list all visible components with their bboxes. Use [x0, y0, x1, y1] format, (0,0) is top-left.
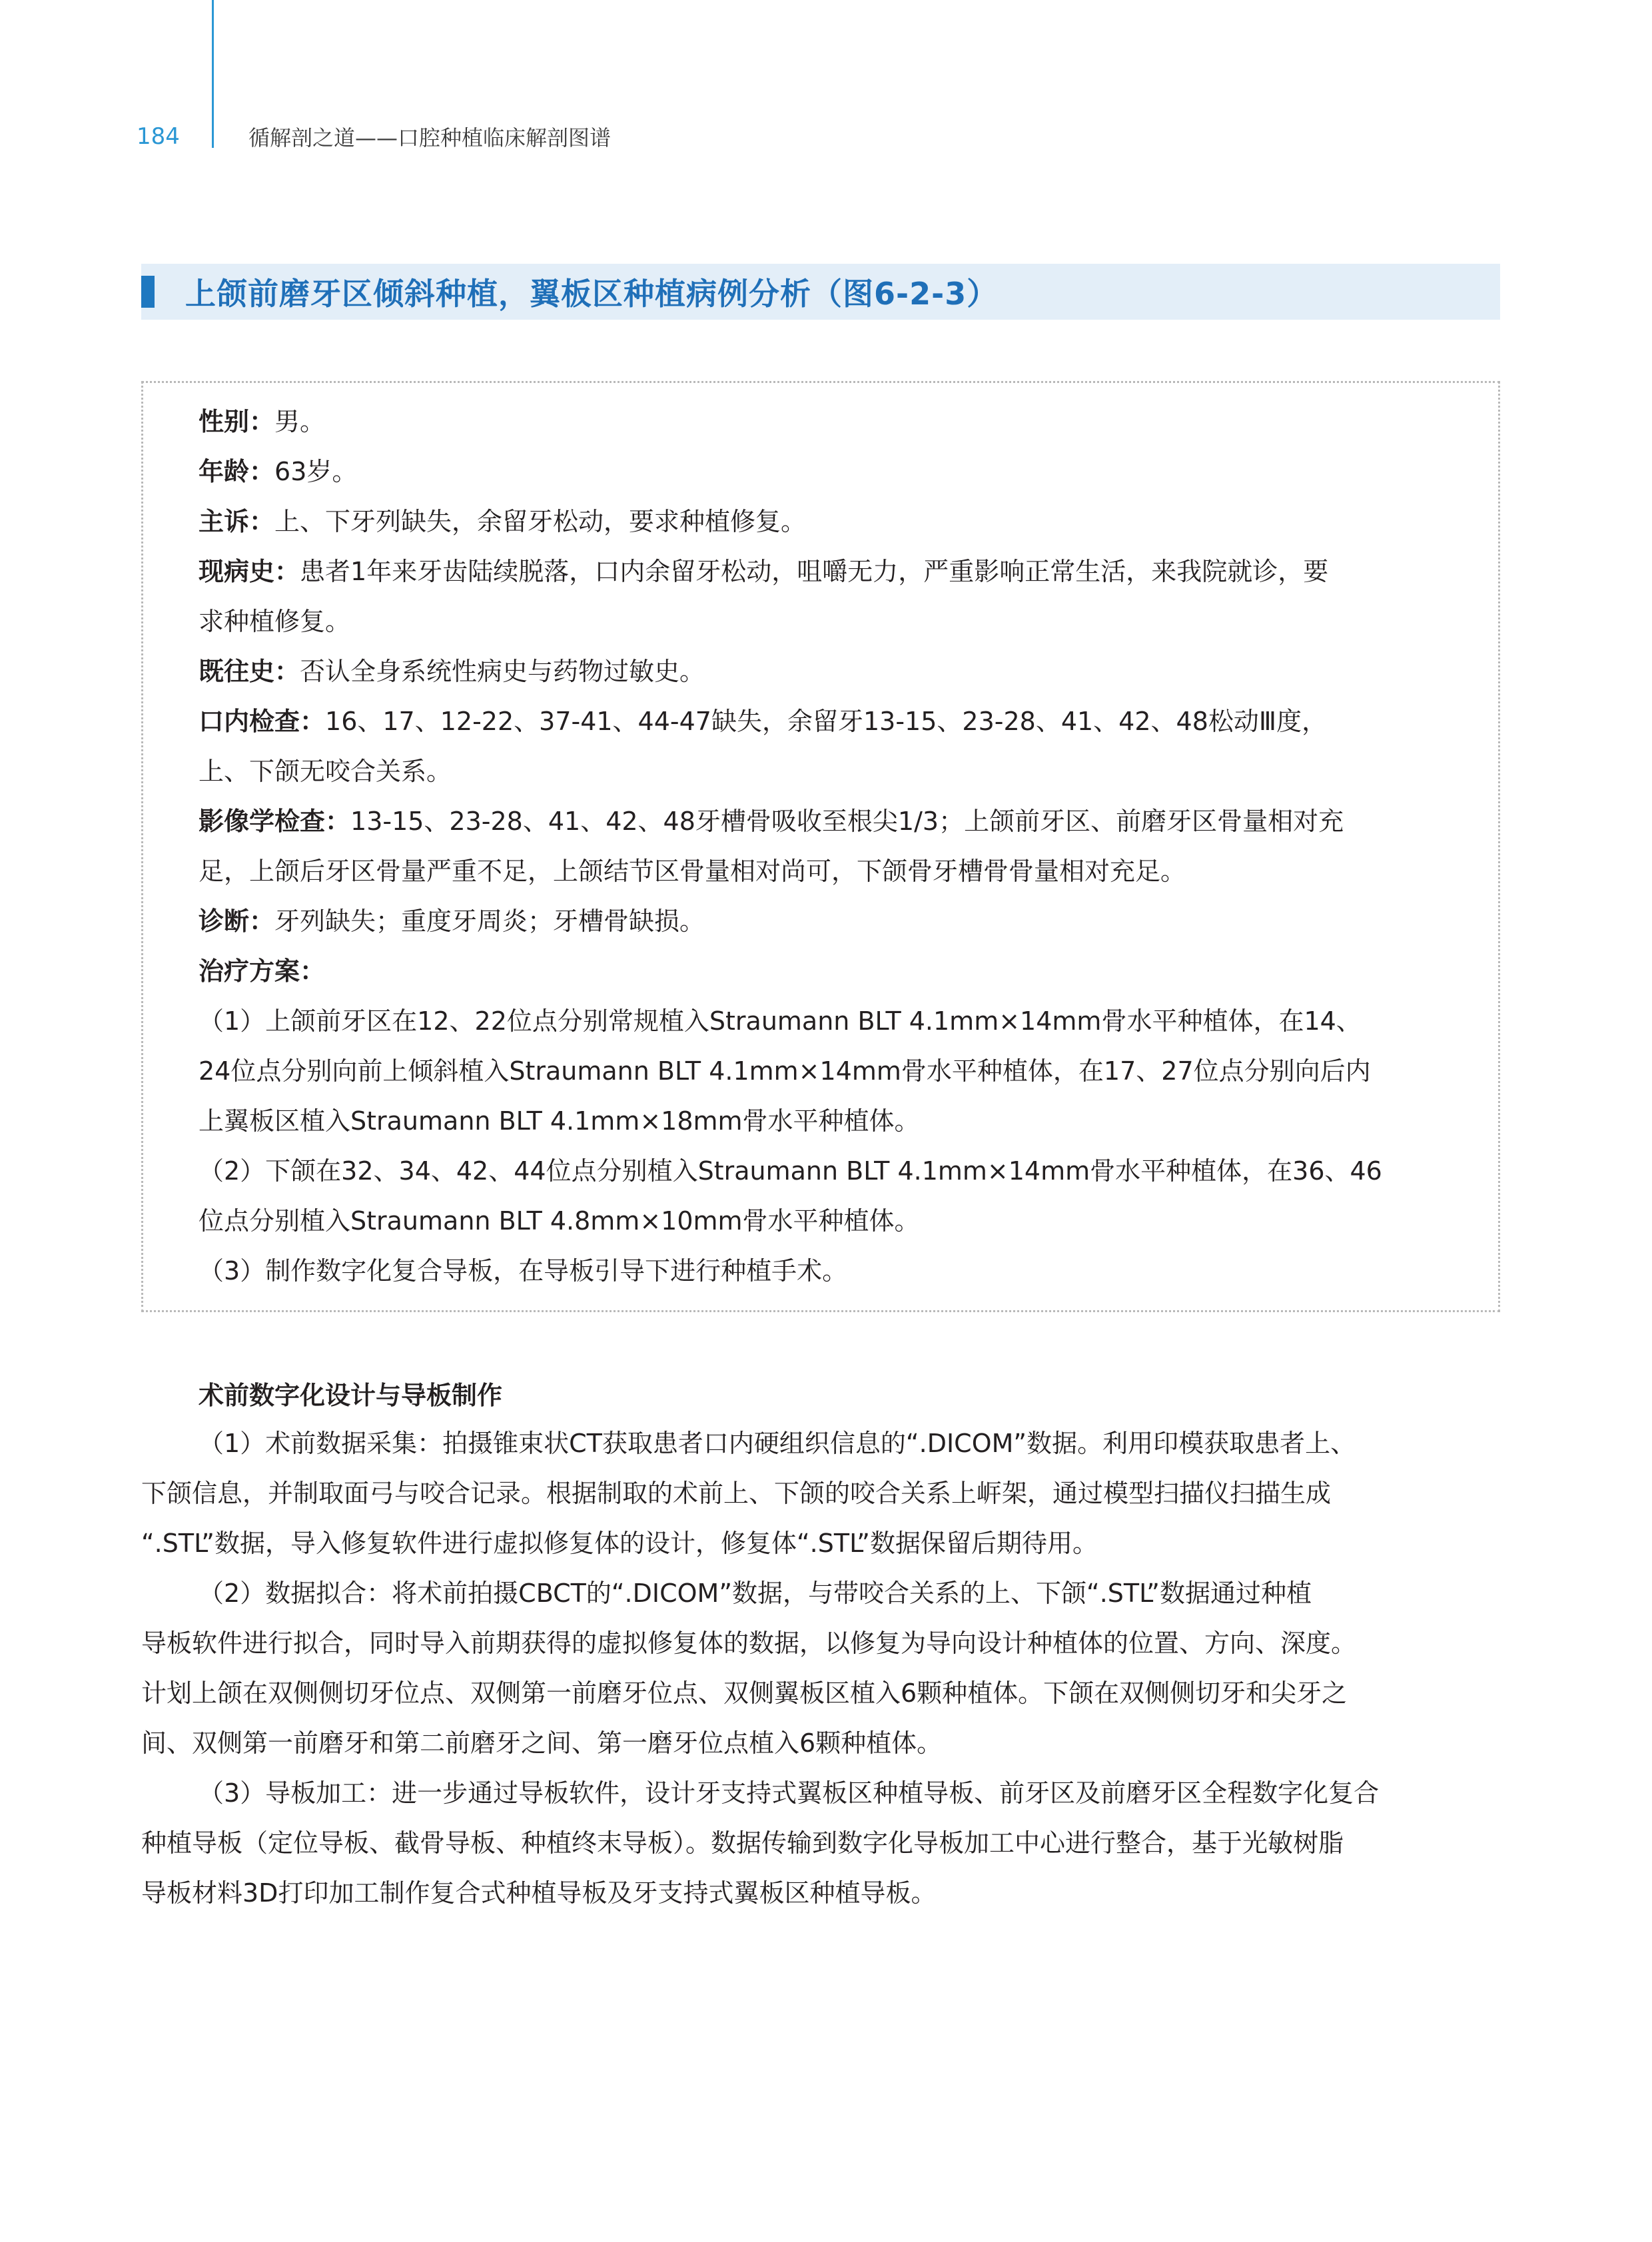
plan-label: 治疗方案： — [199, 956, 326, 986]
plan-item-1-line-2: 24位点分别向前上倾斜植入Straumann BLT 4.1mm×14mm骨水平种植体，在17、27位点分别向后内 — [199, 1056, 1371, 1086]
imaging-label: 影像学检查： — [199, 807, 351, 836]
past-history-label: 既往史： — [199, 657, 300, 686]
past-history-line — [199, 647, 1451, 697]
section-title: 上颌前磨牙区倾斜种植，翼板区种植病例分析（图6-2-3） — [185, 276, 999, 312]
diagnosis-label: 诊断： — [199, 907, 275, 936]
diagnosis-value: 牙列缺失；重度牙周炎；牙槽骨缺损。 — [274, 907, 705, 936]
present-history-line-2: 求种植修复。 — [199, 607, 351, 636]
oral-exam-label: 口内检查： — [199, 707, 326, 736]
design-p3-line-1: （3）导板加工：进一步通过导板软件，设计牙支持式翼板区种植导板、前牙区及前磨牙区全程数字化复合 — [199, 1778, 1380, 1808]
page-number: 184 — [137, 123, 180, 150]
age-value: 63岁。 — [274, 457, 358, 486]
complaint-label: 主诉： — [199, 507, 275, 536]
design-p1-line-3: “.STL”数据，导入修复软件进行虚拟修复体的设计，修复体“.STL”数据保留后期待用。 — [141, 1529, 1098, 1558]
design-p3-line-2: 种植导板（定位导板、截骨导板、种植终末导板）。数据传输到数字化导板加工中心进行整合，基于光敏树脂 — [141, 1828, 1344, 1858]
imaging-value: 13-15、23-28、41、42、48牙槽骨吸收至根尖1/3；上颌前牙区、前磨牙区骨量相对充 — [350, 807, 1344, 836]
design-p1-line-1: （1）术前数据采集：拍摄锥束状CT获取患者口内硬组织信息的“.DICOM”数据。利用印模获取患者上、 — [199, 1429, 1356, 1458]
section-title-bar — [141, 264, 1500, 320]
design-p2-line-2: 导板软件进行拟合，同时导入前期获得的虚拟修复体的数据，以修复为导向设计种植体的位置、方向、深度。 — [141, 1629, 1357, 1658]
present-history-value: 患者1年来牙齿陆续脱落，口内余留牙松动，咀嚼无力，严重影响正常生活，来我院就诊，要 — [300, 557, 1329, 586]
imaging-line — [199, 797, 1451, 847]
age-line — [199, 447, 1451, 497]
design-p3-line-3: 导板材料3D打印加工制作复合式种植导板及牙支持式翼板区种植导板。 — [141, 1878, 937, 1908]
section-marker — [141, 276, 155, 308]
present-history-label: 现病史： — [199, 557, 300, 586]
past-history-value: 否认全身系统性病史与药物过敏史。 — [300, 657, 705, 686]
gender-value: 男。 — [274, 407, 326, 436]
plan-item-3-line-1: （3）制作数字化复合导板，在导板引导下进行种植手术。 — [199, 1256, 848, 1286]
design-p1-line-2: 下颌信息，并制取面弓与咬合记录。根据制取的术前上、下颌的咬合关系上㟁架，通过模型扫描仪扫描生成 — [141, 1479, 1332, 1508]
plan-item-2-line-2: 位点分别植入Straumann BLT 4.8mm×10mm骨水平种植体。 — [199, 1206, 920, 1236]
plan-item-1-line-3: 上翼板区植入Straumann BLT 4.1mm×18mm骨水平种植体。 — [199, 1106, 920, 1136]
gender-label: 性别： — [199, 407, 275, 436]
design-body — [141, 1419, 1500, 1918]
oral-exam-line — [199, 697, 1451, 747]
design-heading: 术前数字化设计与导板制作 — [199, 1381, 503, 1410]
complaint-line — [199, 497, 1451, 547]
present-history-line — [199, 547, 1451, 597]
diagnosis-line — [199, 897, 1451, 946]
book-title: 循解剖之道——口腔种植临床解剖图谱 — [248, 125, 612, 151]
running-header — [137, 120, 611, 153]
complaint-value: 上、下牙列缺失，余留牙松动，要求种植修复。 — [274, 507, 807, 536]
design-p2-line-4: 间、双侧第一前磨牙和第二前磨牙之间、第一磨牙位点植入6颗种植体。 — [141, 1728, 943, 1758]
oral-exam-value: 16、17、12-22、37-41、44-47缺失，余留牙13-15、23-28、41、42、48松动Ⅲ度， — [325, 707, 1328, 736]
gender-line — [199, 397, 1451, 447]
design-p2-line-3: 计划上颌在双侧侧切牙位点、双侧第一前磨牙位点、双侧翼板区植入6颗种植体。下颌在双侧侧切牙和尖牙之 — [141, 1679, 1348, 1708]
imaging-line-2: 足，上颌后牙区骨量严重不足，上颌结节区骨量相对尚可，下颌骨牙槽骨骨量相对充足。 — [199, 857, 1186, 886]
plan-item-2-line-1: （2）下颌在32、34、42、44位点分别植入Straumann BLT 4.1mm×14mm骨水平种植体，在36、46 — [199, 1156, 1382, 1186]
case-summary — [199, 397, 1451, 1296]
design-p2-line-1: （2）数据拟合：将术前拍摄CBCT的“.DICOM”数据，与带咬合关系的上、下颌“.STL”数据通过种植 — [199, 1579, 1312, 1608]
age-label: 年龄： — [199, 457, 275, 486]
plan-item-1-line-1: （1）上颌前牙区在12、22位点分别常规植入Straumann BLT 4.1mm×14mm骨水平种植体，在14、 — [199, 1006, 1362, 1036]
oral-exam-line-2: 上、下颌无咬合关系。 — [199, 757, 452, 786]
